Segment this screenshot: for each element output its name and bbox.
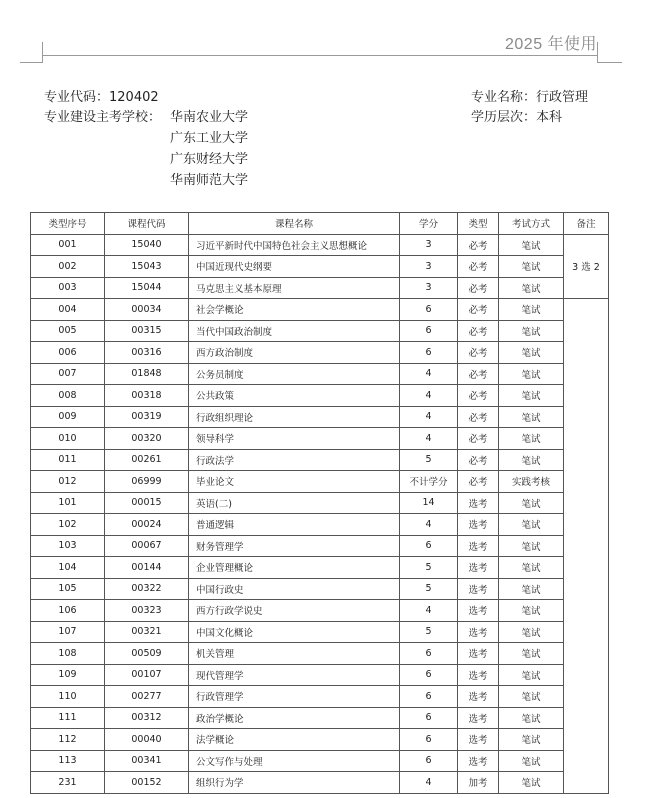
table-row: [31, 449, 609, 471]
cell-type-no: 004: [31, 299, 105, 321]
cell-course-name: 法学概论: [189, 729, 400, 751]
cell-exam-method: 笔试: [499, 686, 564, 708]
cell-exam-method: 笔试: [499, 385, 564, 407]
table-row: [31, 557, 609, 579]
major-code: 专业代码：120402: [44, 90, 159, 105]
cell-course-code: 00509: [105, 643, 189, 665]
cell-credits: 6: [400, 729, 458, 751]
cell-course-name: 企业管理概论: [189, 557, 400, 579]
table-row: [31, 406, 609, 428]
cell-exam-method: 笔试: [499, 299, 564, 321]
cell-course-code: 00277: [105, 686, 189, 708]
table-row: [31, 385, 609, 407]
table-row: [31, 256, 609, 278]
table-row: [31, 578, 609, 600]
cell-credits: 3: [400, 256, 458, 278]
cell-course-name: 行政管理学: [189, 686, 400, 708]
cell-credits: 5: [400, 578, 458, 600]
table-row: [31, 643, 609, 665]
table-row: [31, 492, 609, 514]
table-row: [31, 428, 609, 450]
cell-exam-method: 笔试: [499, 772, 564, 794]
cell-course-code: 00107: [105, 664, 189, 686]
cell-type: 选考: [458, 686, 499, 708]
cell-type: 必考: [458, 256, 499, 278]
cell-type: 选考: [458, 707, 499, 729]
cell-credits: 4: [400, 600, 458, 622]
cell-type: 选考: [458, 664, 499, 686]
cell-type-no: 008: [31, 385, 105, 407]
school-name: 华南师范大学: [170, 173, 249, 188]
cell-course-name: 公务员制度: [189, 363, 400, 385]
crop-mark: [20, 62, 43, 63]
cell-type-no: 010: [31, 428, 105, 450]
cell-course-name: 财务管理学: [189, 535, 400, 557]
cell-credits: 6: [400, 299, 458, 321]
cell-course-name: 组织行为学: [189, 772, 400, 794]
cell-type-no: 107: [31, 621, 105, 643]
table-row: [31, 363, 609, 385]
cell-course-name: 政治学概论: [189, 707, 400, 729]
year-label: 2025 年使用: [505, 36, 598, 53]
crop-mark: [42, 42, 43, 62]
table-row: [31, 686, 609, 708]
cell-credits: 6: [400, 320, 458, 342]
cell-exam-method: 笔试: [499, 707, 564, 729]
cell-exam-method: 笔试: [499, 600, 564, 622]
cell-credits: 不计学分: [400, 471, 458, 493]
cell-type: 选考: [458, 578, 499, 600]
cell-course-code: 00015: [105, 492, 189, 514]
cell-exam-method: 笔试: [499, 277, 564, 299]
cell-type: 选考: [458, 535, 499, 557]
cell-course-code: 15040: [105, 234, 189, 256]
cell-course-code: 00318: [105, 385, 189, 407]
table-row: [31, 750, 609, 772]
cell-type: 必考: [458, 342, 499, 364]
header-credits: 学分: [400, 213, 458, 235]
table-row: [31, 707, 609, 729]
cell-credits: 6: [400, 707, 458, 729]
cell-credits: 3: [400, 277, 458, 299]
table-row: [31, 514, 609, 536]
cell-type-no: 101: [31, 492, 105, 514]
cell-credits: 6: [400, 664, 458, 686]
cell-course-name: 马克思主义基本原理: [189, 277, 400, 299]
cell-course-code: 00323: [105, 600, 189, 622]
table-row: [31, 600, 609, 622]
cell-type-no: 003: [31, 277, 105, 299]
cell-exam-method: 笔试: [499, 621, 564, 643]
cell-type: 必考: [458, 449, 499, 471]
table-row: [31, 664, 609, 686]
cell-type-no: 001: [31, 234, 105, 256]
cell-remark-empty: [564, 299, 609, 794]
cell-exam-method: 笔试: [499, 729, 564, 751]
cell-course-code: 15044: [105, 277, 189, 299]
table-row: [31, 342, 609, 364]
school-label: 专业建设主考学校：: [44, 110, 162, 125]
cell-course-code: 06999: [105, 471, 189, 493]
cell-exam-method: 笔试: [499, 320, 564, 342]
cell-course-name: 领导科学: [189, 428, 400, 450]
cell-type-no: 231: [31, 772, 105, 794]
cell-course-name: 中国行政史: [189, 578, 400, 600]
cell-course-code: 00341: [105, 750, 189, 772]
cell-type-no: 009: [31, 406, 105, 428]
cell-exam-method: 笔试: [499, 557, 564, 579]
table-row: [31, 772, 609, 794]
cell-course-name: 行政组织理论: [189, 406, 400, 428]
cell-course-name: 现代管理学: [189, 664, 400, 686]
cell-type: 必考: [458, 471, 499, 493]
table-row: [31, 621, 609, 643]
cell-exam-method: 笔试: [499, 514, 564, 536]
cell-course-name: 行政法学: [189, 449, 400, 471]
header-rule: [43, 55, 597, 56]
cell-course-name: 毕业论文: [189, 471, 400, 493]
cell-type: 必考: [458, 234, 499, 256]
cell-exam-method: 笔试: [499, 643, 564, 665]
cell-course-name: 机关管理: [189, 643, 400, 665]
cell-exam-method: 笔试: [499, 664, 564, 686]
cell-type: 选考: [458, 557, 499, 579]
cell-type-no: 105: [31, 578, 105, 600]
table-row: [31, 320, 609, 342]
cell-type: 选考: [458, 750, 499, 772]
cell-course-code: 00144: [105, 557, 189, 579]
cell-type-no: 002: [31, 256, 105, 278]
cell-course-code: 00322: [105, 578, 189, 600]
cell-type-no: 011: [31, 449, 105, 471]
cell-type: 选考: [458, 621, 499, 643]
cell-type: 必考: [458, 385, 499, 407]
cell-credits: 6: [400, 686, 458, 708]
cell-course-code: 00320: [105, 428, 189, 450]
table-row: [31, 729, 609, 751]
cell-type: 选考: [458, 643, 499, 665]
crop-mark: [597, 62, 622, 63]
major-name: 专业名称：行政管理: [471, 90, 589, 105]
cell-type: 加考: [458, 772, 499, 794]
header-type: 类型: [458, 213, 499, 235]
cell-exam-method: 笔试: [499, 492, 564, 514]
cell-type-no: 012: [31, 471, 105, 493]
cell-type-no: 005: [31, 320, 105, 342]
cell-type-no: 007: [31, 363, 105, 385]
cell-type-no: 108: [31, 643, 105, 665]
cell-type: 选考: [458, 492, 499, 514]
cell-credits: 6: [400, 643, 458, 665]
cell-type: 必考: [458, 428, 499, 450]
cell-course-code: 00034: [105, 299, 189, 321]
cell-credits: 5: [400, 621, 458, 643]
cell-exam-method: 笔试: [499, 256, 564, 278]
cell-credits: 14: [400, 492, 458, 514]
cell-exam-method: 笔试: [499, 363, 564, 385]
table-header-row: [31, 213, 609, 235]
cell-credits: 6: [400, 750, 458, 772]
cell-type: 选考: [458, 600, 499, 622]
cell-type: 必考: [458, 277, 499, 299]
cell-credits: 4: [400, 428, 458, 450]
cell-credits: 6: [400, 342, 458, 364]
cell-type-no: 103: [31, 535, 105, 557]
table-row: [31, 471, 609, 493]
cell-course-name: 公共政策: [189, 385, 400, 407]
cell-type-no: 112: [31, 729, 105, 751]
cell-course-code: 00315: [105, 320, 189, 342]
table-row: [31, 277, 609, 299]
cell-credits: 3: [400, 234, 458, 256]
header-course-code: 课程代码: [105, 213, 189, 235]
cell-course-code: 00319: [105, 406, 189, 428]
table-row: [31, 535, 609, 557]
header-exam-method: 考试方式: [499, 213, 564, 235]
cell-exam-method: 笔试: [499, 535, 564, 557]
header-course-name: 课程名称: [189, 213, 400, 235]
cell-course-name: 普通逻辑: [189, 514, 400, 536]
cell-credits: 6: [400, 535, 458, 557]
education-level: 学历层次：本科: [471, 110, 563, 125]
table-row: [31, 234, 609, 256]
cell-course-code: 01848: [105, 363, 189, 385]
school-name: 广东工业大学: [170, 131, 249, 146]
cell-credits: 5: [400, 557, 458, 579]
cell-course-code: 00261: [105, 449, 189, 471]
cell-type: 必考: [458, 299, 499, 321]
cell-course-code: 00067: [105, 535, 189, 557]
cell-type-no: 106: [31, 600, 105, 622]
cell-course-code: 00152: [105, 772, 189, 794]
school-name: 华南农业大学: [170, 110, 249, 125]
cell-type: 选考: [458, 514, 499, 536]
cell-type: 必考: [458, 363, 499, 385]
cell-remark: 3 选 2: [564, 234, 609, 299]
cell-type-no: 104: [31, 557, 105, 579]
cell-type: 选考: [458, 729, 499, 751]
cell-course-name: 公文写作与处理: [189, 750, 400, 772]
cell-course-code: 00316: [105, 342, 189, 364]
cell-course-name: 中国文化概论: [189, 621, 400, 643]
header-type-no: 类型序号: [31, 213, 105, 235]
cell-credits: 4: [400, 363, 458, 385]
cell-type-no: 109: [31, 664, 105, 686]
cell-credits: 4: [400, 772, 458, 794]
cell-course-code: 00040: [105, 729, 189, 751]
crop-mark: [597, 42, 598, 62]
cell-type: 必考: [458, 406, 499, 428]
cell-exam-method: 笔试: [499, 342, 564, 364]
cell-credits: 4: [400, 514, 458, 536]
cell-exam-method: 笔试: [499, 428, 564, 450]
cell-course-name: 中国近现代史纲要: [189, 256, 400, 278]
cell-course-name: 当代中国政治制度: [189, 320, 400, 342]
cell-exam-method: 笔试: [499, 406, 564, 428]
cell-type: 必考: [458, 320, 499, 342]
table-row: [31, 299, 609, 321]
cell-course-code: 00024: [105, 514, 189, 536]
cell-exam-method: 笔试: [499, 449, 564, 471]
cell-type-no: 102: [31, 514, 105, 536]
cell-course-name: 西方行政学说史: [189, 600, 400, 622]
cell-credits: 5: [400, 449, 458, 471]
cell-course-code: 15043: [105, 256, 189, 278]
cell-course-name: 西方政治制度: [189, 342, 400, 364]
cell-course-code: 00312: [105, 707, 189, 729]
cell-credits: 4: [400, 406, 458, 428]
course-table: [30, 212, 609, 794]
cell-exam-method: 笔试: [499, 750, 564, 772]
school-name: 广东财经大学: [170, 152, 249, 167]
cell-course-name: 英语(二): [189, 492, 400, 514]
cell-type-no: 110: [31, 686, 105, 708]
cell-type-no: 006: [31, 342, 105, 364]
cell-exam-method: 实践考核: [499, 471, 564, 493]
cell-exam-method: 笔试: [499, 578, 564, 600]
cell-exam-method: 笔试: [499, 234, 564, 256]
cell-type-no: 113: [31, 750, 105, 772]
cell-type-no: 111: [31, 707, 105, 729]
header-remark: 备注: [564, 213, 609, 235]
cell-credits: 4: [400, 385, 458, 407]
cell-course-name: 习近平新时代中国特色社会主义思想概论: [189, 234, 400, 256]
cell-course-code: 00321: [105, 621, 189, 643]
cell-course-name: 社会学概论: [189, 299, 400, 321]
